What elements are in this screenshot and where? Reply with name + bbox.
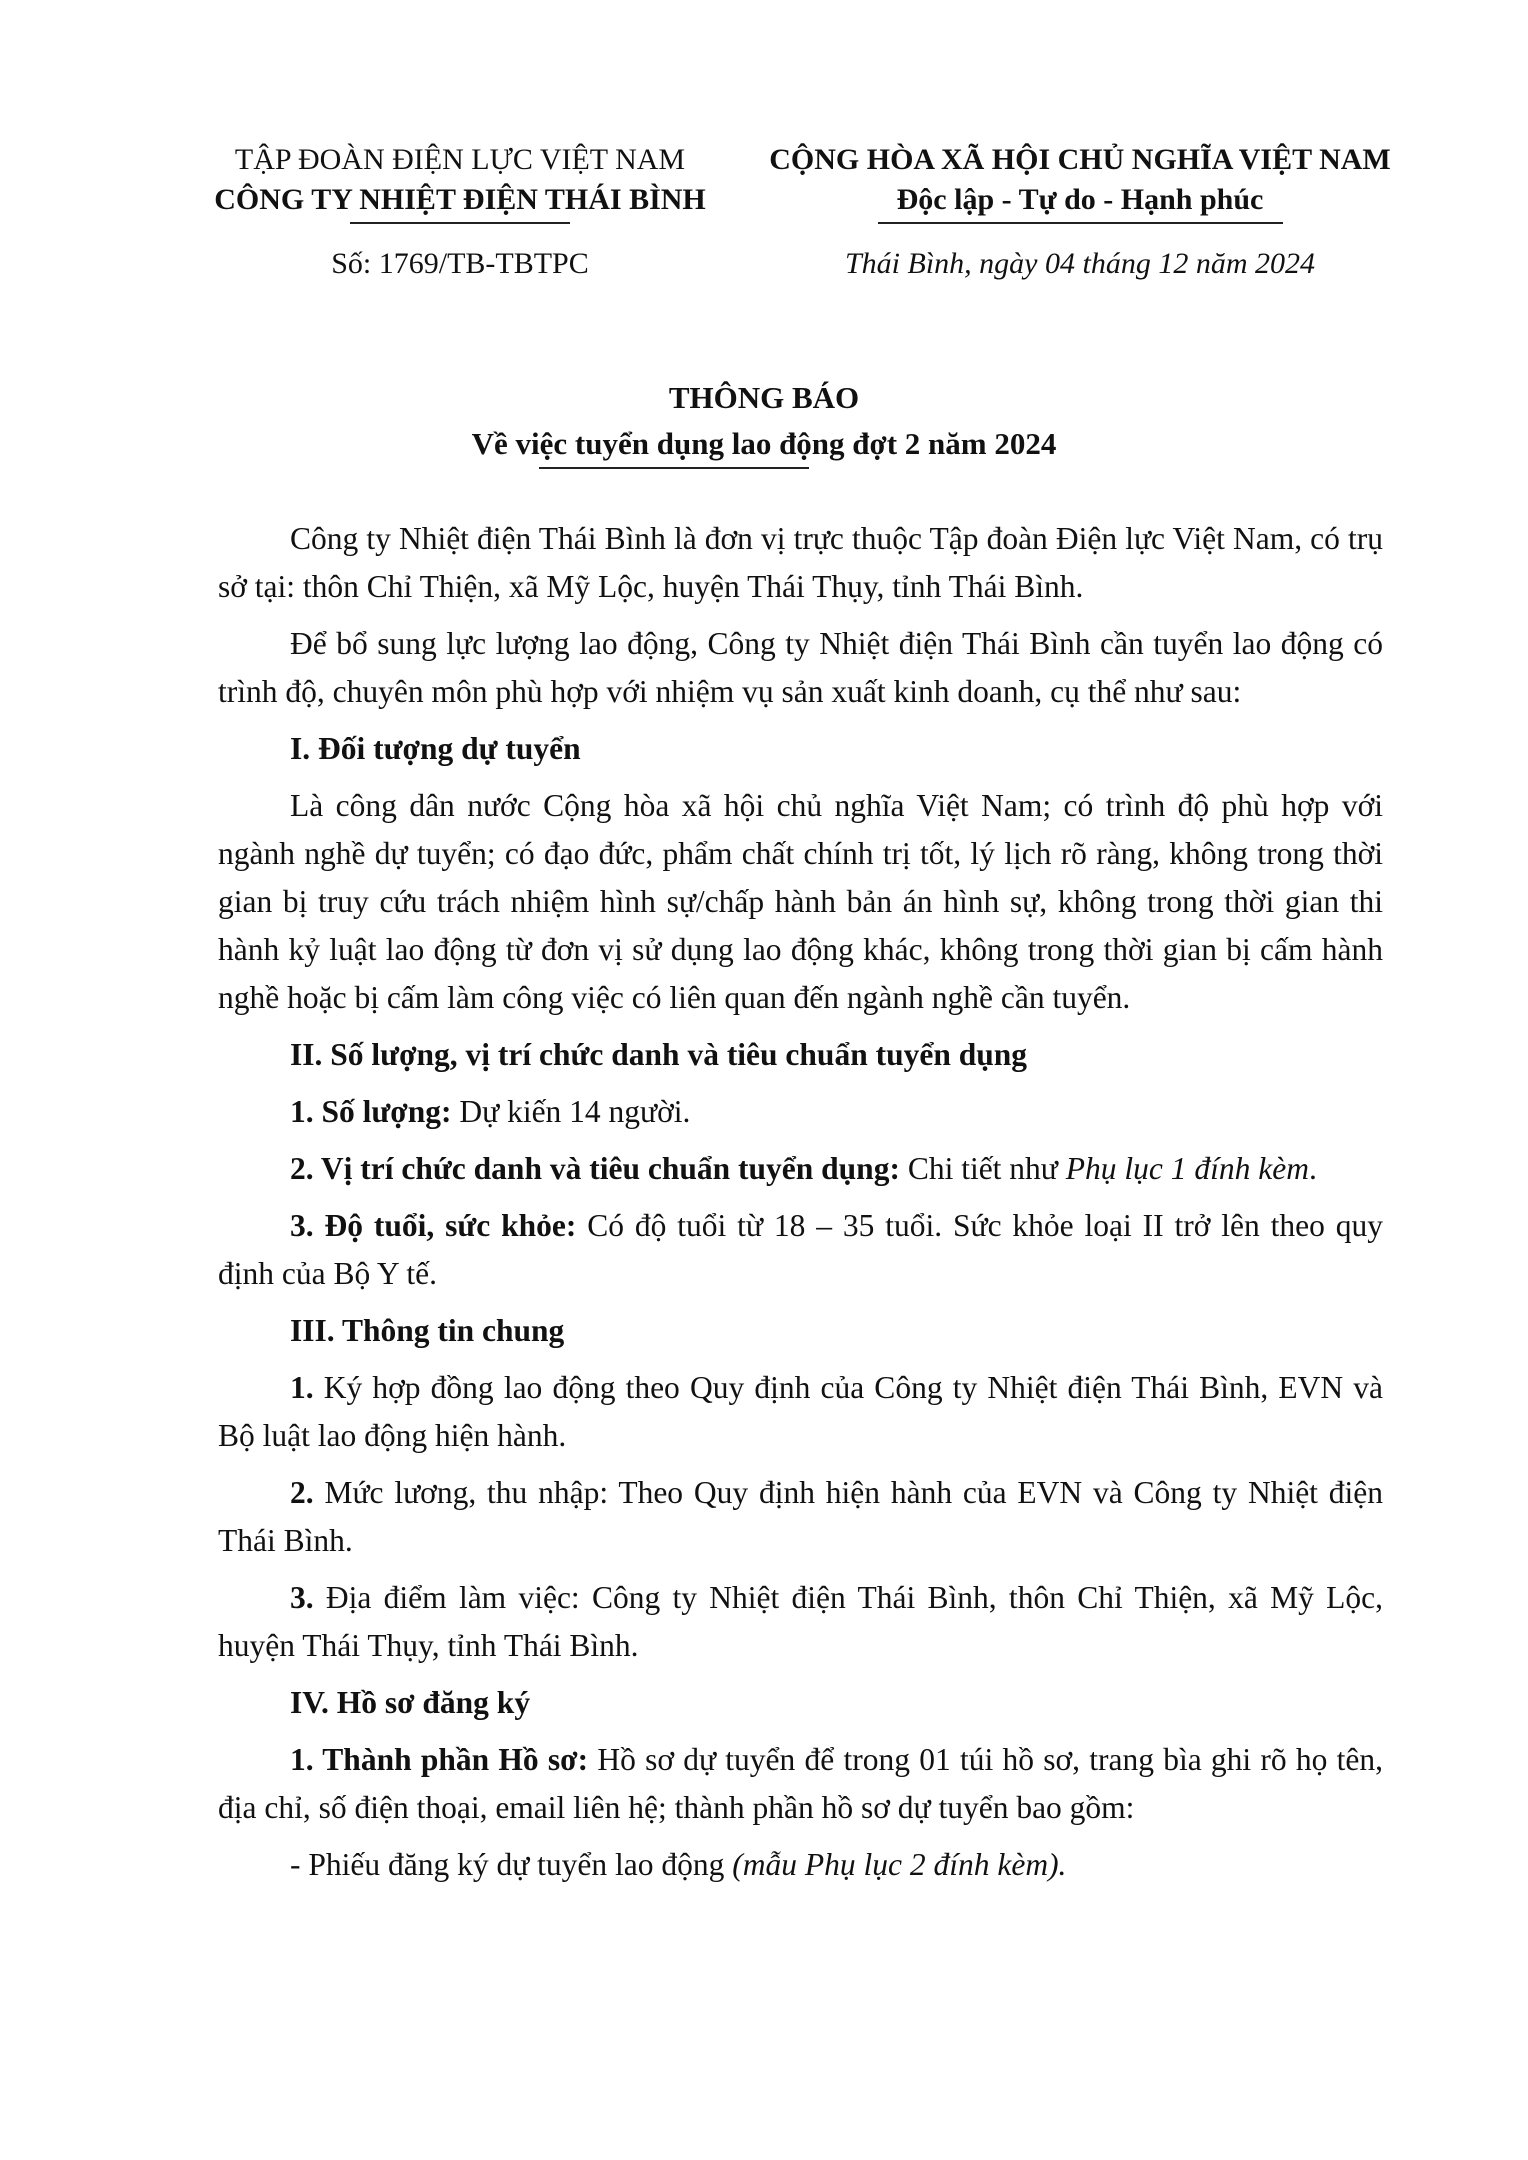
section-3-item-3 [218,1574,1383,1670]
section-3-heading: III. Thông tin chung [290,1313,565,1348]
section-4-list-item-1 [218,1841,1383,1889]
issuer-block [180,140,740,284]
appendix-reference: Phụ lục 1 đính kèm [1065,1151,1309,1186]
document-subtitle: Về việc tuyển dụng lao động đợt 2 năm 2024 [471,426,1057,461]
item-label: 1. Thành phần Hồ sơ: [290,1742,589,1777]
section-1-heading: I. Đối tượng dự tuyển [290,731,581,766]
item-label: 2. [290,1475,314,1510]
intro-paragraph-2: Để bổ sung lực lượng lao động, Công ty Nhiệt điện Thái Bình cần tuyển lao động có trình độ, chuyên môn phù hợp với nhiệm vụ sản xuất kinh doanh, cụ thể như sau: [218,626,1383,709]
document-title-block [0,375,1528,469]
item-text: Có độ tuổi từ 18 – 35 tuổi. Sức khỏe loại II trở lên theo quy định của Bộ Y tế. [218,1208,1383,1291]
place-and-date: Thái Bình, ngày 04 tháng 12 năm 2024 [845,247,1315,280]
item-text: Chi tiết như [899,1151,1066,1186]
subtitle-underline [539,467,809,469]
item-text: Địa điểm làm việc: Công ty Nhiệt điện Thái Bình, thôn Chỉ Thiện, xã Mỹ Lộc, huyện Thái Thụy, tỉnh Thái Bình. [218,1580,1383,1663]
parent-organization: TẬP ĐOÀN ĐIỆN LỰC VIỆT NAM [234,143,686,176]
section-2-item-1 [218,1088,1383,1136]
national-heading-block [760,140,1400,284]
document-number: Số: 1769/TB-TBTPC [331,247,589,280]
item-label: 2. Vị trí chức danh và tiêu chuẩn tuyển dụng: [290,1151,900,1186]
item-text: Ký hợp đồng lao động theo Quy định của Công ty Nhiệt điện Thái Bình, EVN và Bộ luật lao động hiện hành. [218,1370,1383,1453]
appendix-reference: (mẫu Phụ lục 2 đính kèm). [732,1847,1067,1882]
document-title: THÔNG BÁO [668,380,860,415]
section-3-item-2 [218,1469,1383,1565]
section-2-item-2 [218,1145,1383,1193]
section-1-text: Là công dân nước Cộng hòa xã hội chủ nghĩa Việt Nam; có trình độ phù hợp với ngành nghề dự tuyển; có đạo đức, phẩm chất chính trị tốt, lý lịch rõ ràng, không trong thời gian bị truy cứu trách nhiệm hình sự/chấp hành bản án hình sự, không trong thời gian thi hành kỷ luật lao động từ đơn vị sử dụng lao động khác, không trong thời gian bị cấm hành nghề hoặc bị cấm làm công việc có liên quan đến ngành nghề cần tuyển. [218,788,1383,1015]
section-3-item-1 [218,1364,1383,1460]
section-2-heading: II. Số lượng, vị trí chức danh và tiêu chuẩn tuyển dụng [290,1037,1028,1072]
list-item-text: - Phiếu đăng ký dự tuyển lao động [290,1847,733,1882]
section-4-item-1 [218,1736,1383,1832]
national-motto: Độc lập - Tự do - Hạnh phúc [896,183,1264,216]
item-label: 3. Độ tuổi, sức khỏe: [290,1208,577,1243]
section-2-item-3 [218,1202,1383,1298]
item-text-end: . [1308,1151,1317,1186]
country-name: CỘNG HÒA XÃ HỘI CHỦ NGHĨA VIỆT NAM [769,143,1391,176]
item-text: Mức lương, thu nhập: Theo Quy định hiện hành của EVN và Công ty Nhiệt điện Thái Bình. [218,1475,1383,1558]
item-label: 1. Số lượng: [290,1094,452,1129]
item-text: Dự kiến 14 người. [451,1094,691,1129]
item-label: 3. [290,1580,314,1615]
intro-paragraph-1: Công ty Nhiệt điện Thái Bình là đơn vị trực thuộc Tập đoàn Điện lực Việt Nam, có trụ sở tại: thôn Chỉ Thiện, xã Mỹ Lộc, huyện Thái Thụy, tỉnh Thái Bình. [218,521,1383,604]
item-text: Hồ sơ dự tuyển để trong 01 túi hồ sơ, trang bìa ghi rõ họ tên, địa chỉ, số điện thoại, email liên hệ; thành phần hồ sơ dự tuyển bao gồm: [218,1742,1383,1825]
company-name: CÔNG TY NHIỆT ĐIỆN THÁI BÌNH [214,183,706,216]
item-label: 1. [290,1370,314,1405]
document-body [218,515,1383,1898]
section-4-heading: IV. Hồ sơ đăng ký [290,1685,531,1720]
